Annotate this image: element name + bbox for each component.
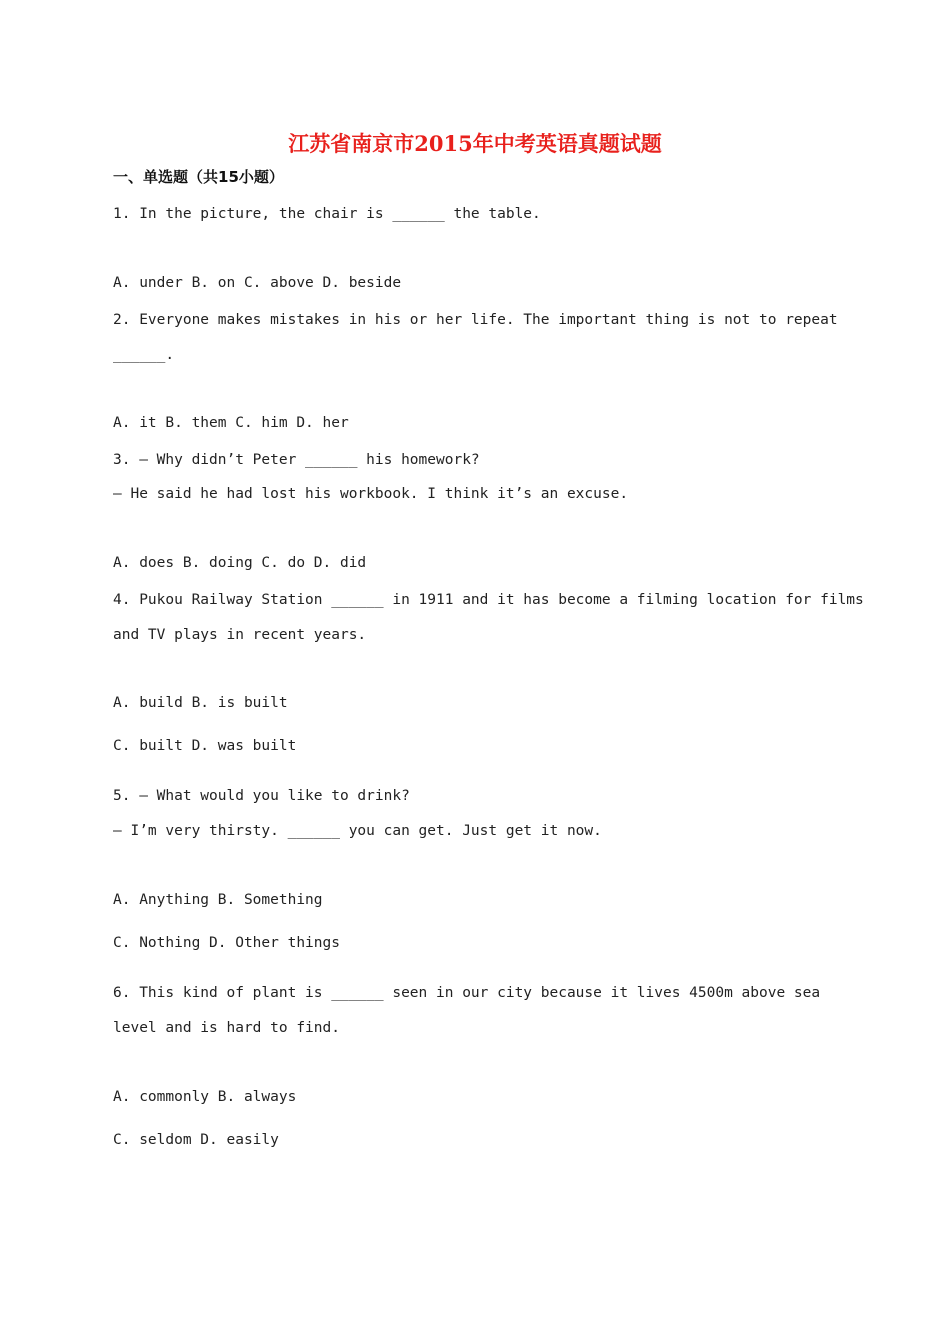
section-heading: 一、单选题（共15小题）: [113, 168, 284, 186]
question-5-stem-line-1: 5. — What would you like to drink?: [113, 788, 410, 804]
question-3-stem-line-1: 3. — Why didn’t Peter ______ his homework?: [113, 452, 480, 468]
question-6-stem-line-1: 6. This kind of plant is ______ seen in our city because it lives 4500m above sea: [113, 985, 821, 1001]
question-5-options-line-1: A. Anything B. Something: [113, 892, 323, 908]
page-title: 江苏省南京市2015年中考英语真题试题: [288, 131, 662, 156]
question-2-stem-line-1: 2. Everyone makes mistakes in his or her life. The important thing is not to repeat: [113, 312, 838, 328]
question-2-stem-line-2: ______.: [113, 347, 175, 363]
question-6-stem-line-2: level and is hard to find.: [113, 1020, 340, 1036]
question-3-options: A. does B. doing C. do D. did: [113, 555, 367, 571]
question-5-stem-line-2: — I’m very thirsty. ______ you can get. Just get it now.: [113, 823, 602, 839]
question-5-options-line-2: C. Nothing D. Other things: [113, 935, 340, 951]
question-4-stem-line-2: and TV plays in recent years.: [113, 627, 367, 643]
question-1-options: A. under B. on C. above D. beside: [113, 275, 402, 291]
question-6-options-line-1: A. commonly B. always: [113, 1089, 297, 1105]
question-6-options-line-2: C. seldom D. easily: [113, 1132, 279, 1148]
question-4-stem-line-1: 4. Pukou Railway Station ______ in 1911 and it has become a filming location for films: [113, 592, 864, 608]
question-3-stem-line-2: — He said he had lost his workbook. I think it’s an excuse.: [113, 486, 629, 502]
question-4-options-line-2: C. built D. was built: [113, 738, 297, 754]
question-2-options: A. it B. them C. him D. her: [113, 415, 349, 431]
question-1-stem: 1. In the picture, the chair is ______ the table.: [113, 206, 541, 222]
question-4-options-line-1: A. build B. is built: [113, 695, 288, 711]
